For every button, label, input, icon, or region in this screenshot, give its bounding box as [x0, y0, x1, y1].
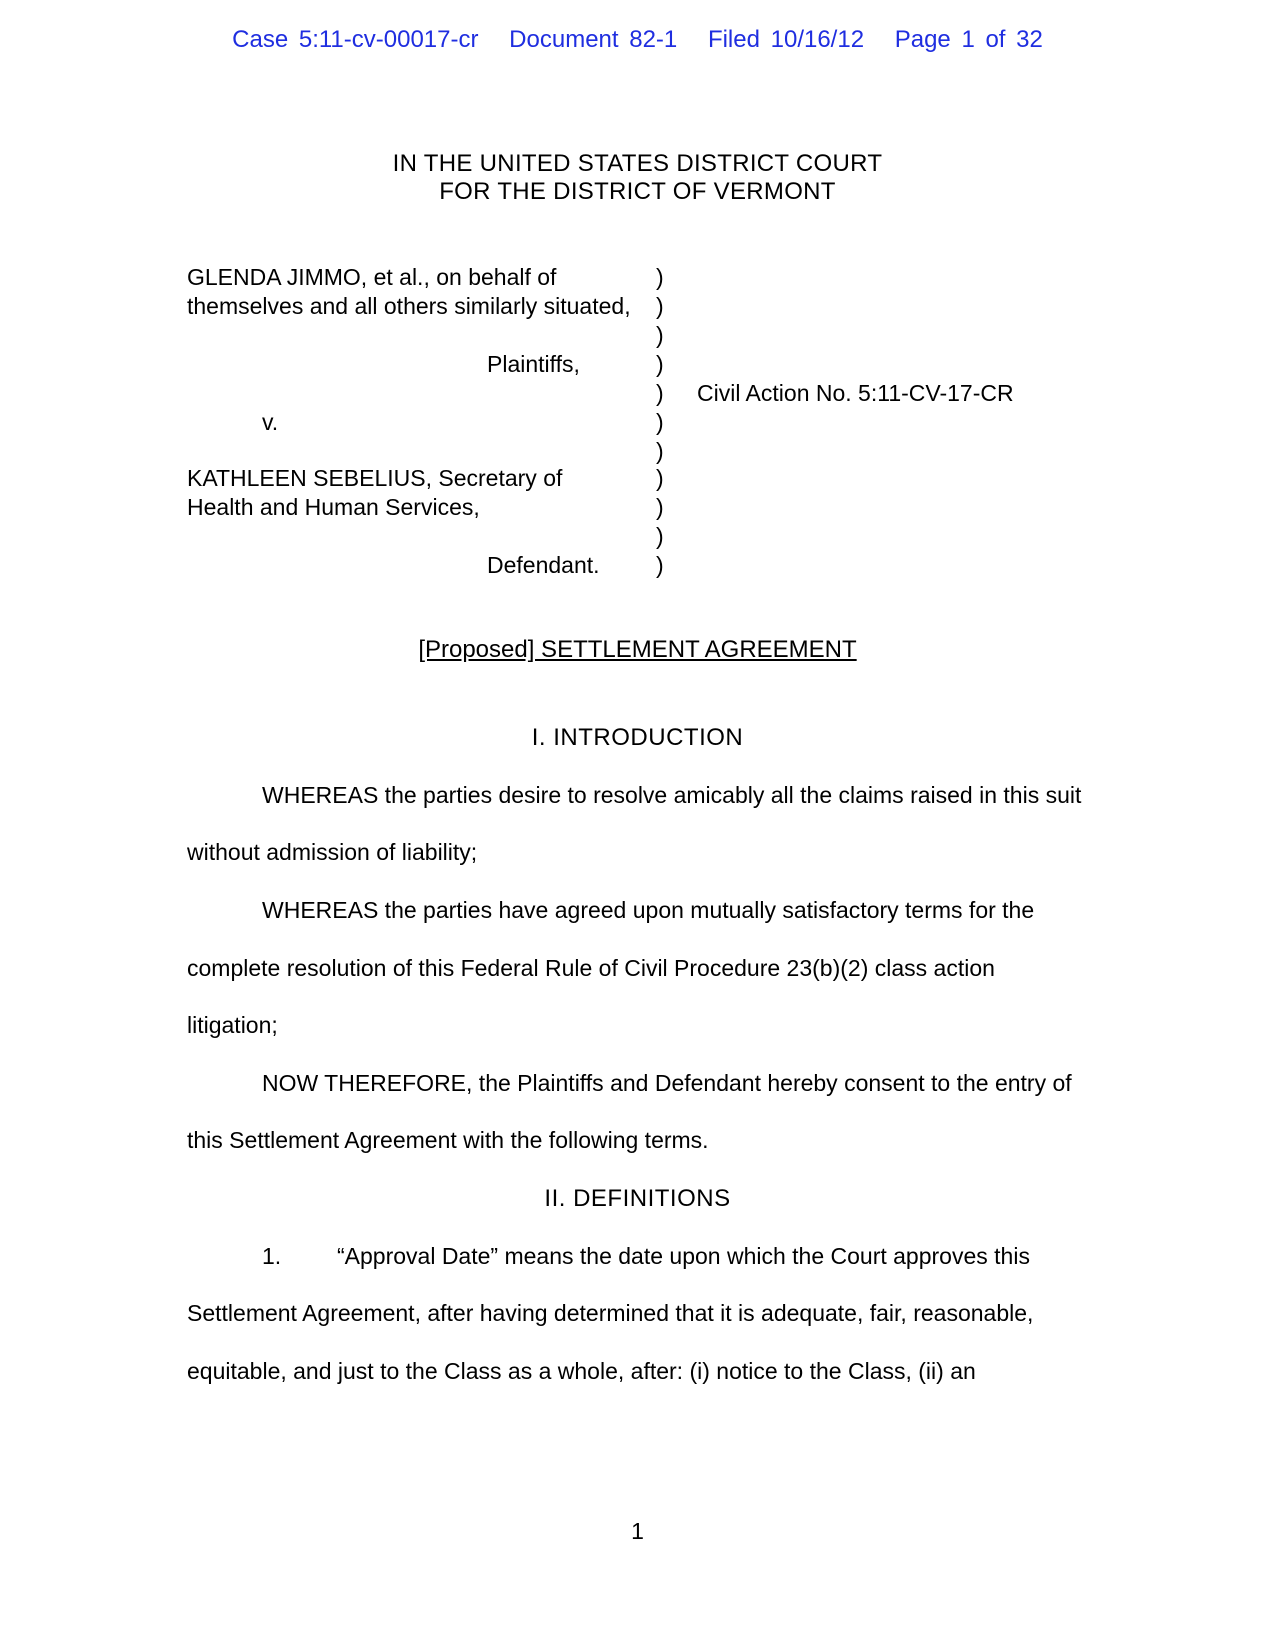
paragraph-line: equitable, and just to the Class as a whole, after: (i) notice to the Class, (ii) an	[187, 1358, 976, 1384]
defendant-name-line1: KATHLEEN SEBELIUS, Secretary of	[187, 465, 563, 491]
caption-paren: )	[656, 409, 664, 435]
plaintiffs-label: Plaintiffs,	[487, 351, 580, 377]
defendant-label: Defendant.	[487, 552, 600, 578]
definition-number: 1.	[262, 1243, 282, 1269]
caption-paren: )	[656, 494, 664, 520]
section-heading-definitions: II. DEFINITIONS	[544, 1185, 731, 1212]
caption-paren: )	[656, 322, 664, 348]
caption-paren: )	[656, 293, 664, 319]
document-title	[0, 636, 1275, 664]
page-number: 1	[631, 1518, 644, 1544]
paragraph-line: litigation;	[187, 1012, 278, 1038]
document-number: Document 82-1	[509, 26, 678, 53]
page-count: Page 1 of 32	[894, 26, 1043, 53]
filed-date: Filed 10/16/12	[707, 26, 865, 53]
court-name-line1: IN THE UNITED STATES DISTRICT COURT	[392, 150, 883, 177]
caption-paren: )	[656, 438, 664, 464]
caption-paren: )	[656, 465, 664, 491]
plaintiff-name-line1: GLENDA JIMMO, et al., on behalf of	[187, 264, 557, 290]
paragraph-line: Settlement Agreement, after having determined that it is adequate, fair, reasonable,	[187, 1300, 1034, 1326]
section-heading-introduction: I. INTRODUCTION	[531, 724, 744, 751]
paragraph-line: complete resolution of this Federal Rule of Civil Procedure 23(b)(2) class action	[187, 955, 995, 981]
caption-paren: )	[656, 351, 664, 377]
filing-header	[0, 26, 1275, 54]
caption-paren: )	[656, 380, 664, 406]
caption-paren: )	[656, 264, 664, 290]
paragraph-line: NOW THEREFORE, the Plaintiffs and Defendant hereby consent to the entry of	[262, 1070, 1072, 1096]
plaintiff-name-line2: themselves and all others similarly situated,	[187, 293, 631, 319]
versus-label: v.	[262, 409, 279, 435]
caption-paren: )	[656, 523, 664, 549]
court-name-line2: FOR THE DISTRICT OF VERMONT	[439, 178, 836, 205]
defendant-name-line2: Health and Human Services,	[187, 494, 480, 520]
paragraph-line: this Settlement Agreement with the following terms.	[187, 1127, 709, 1153]
document-title-text: [Proposed] SETTLEMENT AGREEMENT	[418, 636, 857, 663]
civil-action-number: Civil Action No. 5:11-CV-17-CR	[697, 380, 1014, 406]
case-number: Case 5:11-cv-00017-cr	[232, 26, 479, 53]
paragraph-line: “Approval Date” means the date upon which the Court approves this	[337, 1243, 1030, 1269]
caption-paren: )	[656, 552, 664, 578]
paragraph-line: without admission of liability;	[187, 839, 478, 865]
paragraph-line: WHEREAS the parties desire to resolve amicably all the claims raised in this suit	[262, 782, 1082, 808]
paragraph-line: WHEREAS the parties have agreed upon mutually satisfactory terms for the	[262, 897, 1035, 923]
